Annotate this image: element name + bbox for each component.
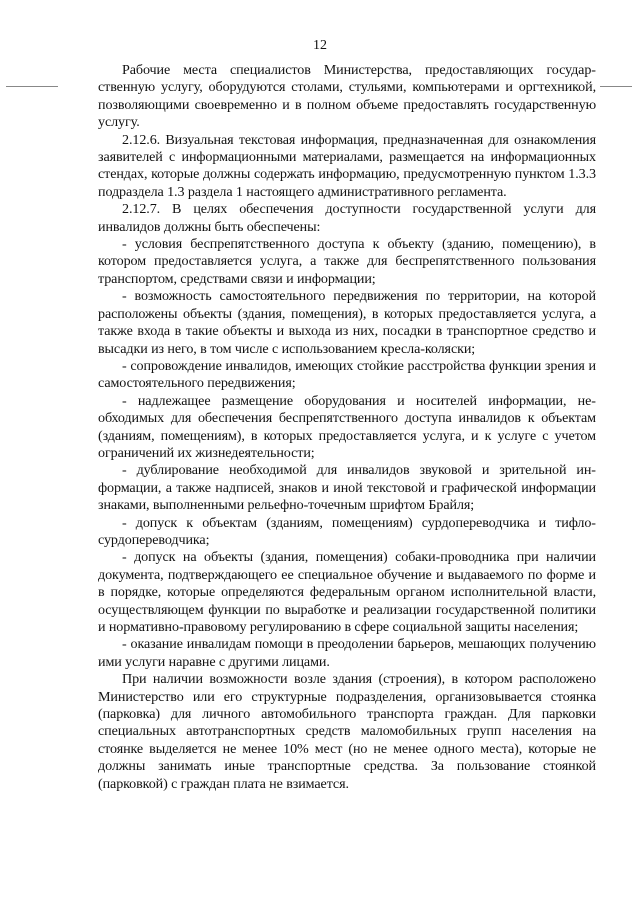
list-item-access-conditions: - условия беспрепятственного доступа к объекту (зданию, помещению), в котором предоставляется услуга, а также для беспрепятственного пользования транспортом, средствами связи и информации;	[98, 236, 596, 287]
paragraph-2-12-7: 2.12.7. В целях обеспечения доступности государственной услуги для инвалидов должны быть обеспечены:	[98, 201, 596, 235]
document-body	[98, 62, 596, 793]
list-item-escort: - сопровождение инвалидов, имеющих стойкие расстройства функции зрения и самостоятельного передвижения;	[98, 357, 596, 392]
list-item-independent-movement: - возможность самостоятельного передвижения по территории, на которой расположены объекты (здания, помещения), в которых предоставляется услуга, а также входа в такие объекты и выхода из них, посадки в транспортное средство и высадки из него, в том числе с использованием кресла-коляски;	[98, 288, 596, 357]
scan-artifact-left	[6, 86, 58, 87]
list-item-sign-interpreter: - допуск к объектам (зданиям, помещениям) сурдопереводчика и тифлосурдопереводчика;	[98, 514, 596, 548]
page-number: 12	[313, 38, 327, 53]
paragraph-workplaces: Рабочие места специалистов Министерства, предоставляющих государственную услугу, оборудуются столами, стульями, компьютерами и оргтехникой, позволяющими своевременно и в полном объеме предоставлять государственную услугу.	[98, 62, 596, 131]
list-item-assistance: - оказание инвалидам помощи в преодолении барьеров, мешающих получению ими услуги наравне с другими лицами.	[98, 636, 596, 670]
paragraph-parking: При наличии возможности возле здания (строения), в котором расположено Министерство или его структурные подразделения, организовывается стоянка (парковка) для личного автомобильного транспорта граждан. Для парковки специальных автотранспортных средств маломобильных групп населения на стоянке выделяется не менее 10% мест (но не менее одного места), которые не должны занимать иные транспортные средства. За пользование стоянкой (парковкой) с граждан плата не взимается.	[98, 671, 596, 792]
paragraph-2-12-6: 2.12.6. Визуальная текстовая информация, предназначенная для ознакомления заявителей с информационными материалами, размещается на информационных стендах, которые должны содержать информацию, предусмотренную пунктом 1.3.3 подраздела 1.3 раздела 1 настоящего административного регламента.	[98, 131, 596, 200]
list-item-equipment-placement: - надлежащее размещение оборудования и носителей информации, необходимых для обеспечения беспрепятственного доступа инвалидов к объектам (зданиям, помещениям), в которых предоставляется услуга, и к услуге с учетом ограничений их жизнедеятельности;	[98, 392, 596, 461]
list-item-duplication: - дублирование необходимой для инвалидов звуковой и зрительной информации, а также надписей, знаков и иной текстовой и графической информации знаками, выполненными рельефно-точечным шрифтом Брайля;	[98, 462, 596, 514]
scan-artifact-right	[600, 86, 632, 87]
list-item-guide-dog: - допуск на объекты (здания, помещения) собаки-проводника при наличии документа, подтверждающего ее специальное обучение и выдаваемого по форме и в порядке, которые определяются федеральным органом исполнительной власти, осуществляющем функции по выработке и реализации государственной политики и нормативно-правовому регулированию в сфере социальной защиты населения;	[98, 549, 596, 635]
